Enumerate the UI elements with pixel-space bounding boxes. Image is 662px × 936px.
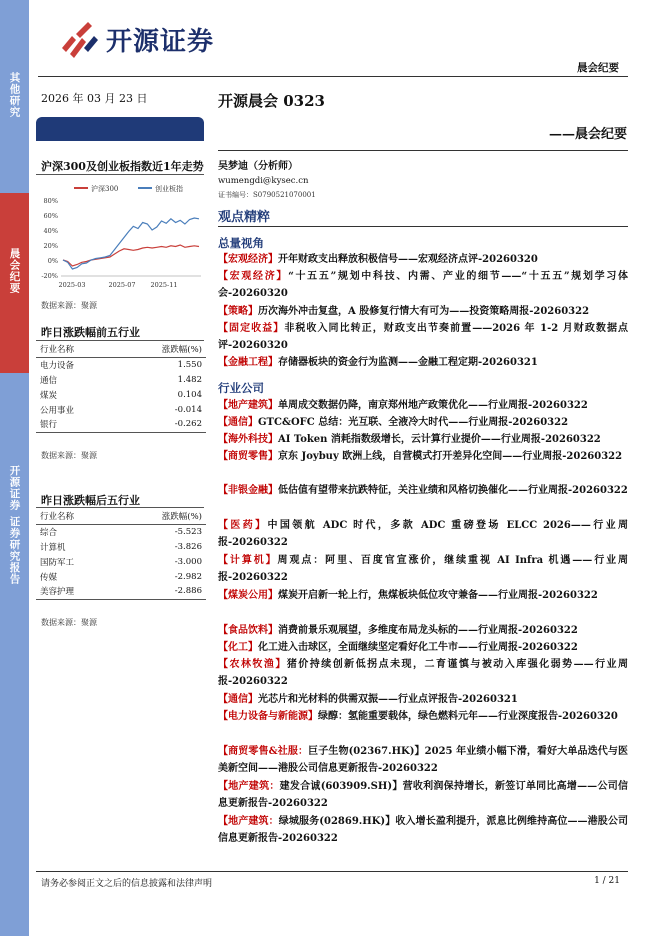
item-tag: 【地产建筑】	[218, 400, 278, 411]
bottom5-table	[36, 509, 206, 600]
item-text: 周观点：阿里、百度官宣涨价，继续重视 AI Infra 机遇——行业周报-20260322	[218, 555, 629, 583]
industry-name: 传媒	[40, 572, 58, 583]
item-tag: 【宏观经济】	[218, 271, 289, 282]
item-text: 中国领航 ADC 时代，多款 ADC 重磅登场 ELCC 2026——行业周报-20260322	[218, 520, 628, 548]
item-tag: 【地产建筑：	[218, 781, 280, 792]
sidebar-section-morning-meeting	[0, 193, 29, 373]
page-title: 开源晨会 0323	[218, 92, 325, 110]
analyst-cert: 证书编号：S0790521070001	[218, 191, 316, 199]
series-line-hs300	[63, 245, 199, 266]
logo-mark-icon	[58, 18, 102, 60]
list-item[interactable]	[218, 639, 628, 656]
table-header-cell: 行业名称	[36, 509, 115, 524]
table-header-row	[36, 342, 206, 357]
item-text: 光芯片和光材料的供需双振——行业点评报告-20260321	[258, 694, 518, 705]
list-item[interactable]	[218, 414, 628, 431]
list-item[interactable]	[218, 397, 628, 414]
company-logo	[58, 18, 214, 60]
list-item[interactable]	[218, 691, 628, 708]
change-value: 1.550	[177, 359, 202, 370]
list-item[interactable]	[218, 552, 628, 586]
analyst-email[interactable]: wumengdi@kysec.cn	[218, 176, 309, 186]
list-item[interactable]	[218, 448, 628, 465]
item-tag: 【宏观经济】	[218, 254, 278, 265]
table-row	[36, 357, 206, 372]
item-text: 绿城服务(02869.HK)】收入增长盈利提升，派息比例维持高位——港股公司信息更新报告-20260322	[218, 816, 628, 844]
table-row	[36, 539, 206, 554]
change-value: -5.523	[174, 526, 202, 537]
sidebar-label: 晨会纪要	[8, 248, 21, 294]
item-text: GTC&OFC 总结：光互联、全液冷大时代——行业周报-20260322	[258, 417, 569, 428]
y-tick-label: 80%	[43, 197, 58, 205]
item-text: 猪价持续创新低拐点未现，二育谨慎与被动入库强化弱势——行业周报-20260322	[218, 659, 629, 687]
viewpoint-title: 观点精粹	[218, 210, 271, 225]
bottom5-source: 数据来源：聚源	[41, 618, 97, 627]
report-date: 2026 年 03 月 23 日	[41, 92, 148, 105]
item-tag: 【食品饮料】	[218, 625, 278, 636]
item-tag: 【计算机】	[218, 555, 278, 566]
header-divider	[38, 76, 628, 77]
table-row	[36, 569, 206, 584]
table-header-row	[36, 509, 206, 524]
analyst-name: 吴梦迪（分析师）	[218, 161, 298, 172]
item-tag: 【化工】	[218, 642, 258, 653]
industry-name: 公用事业	[40, 405, 75, 416]
list-item[interactable]	[218, 656, 628, 690]
top5-divider	[36, 340, 204, 341]
item-text: 绿醇：氢能重要载体，绿色燃料元年——行业深度报告-20260320	[318, 711, 618, 722]
list-item[interactable]	[218, 587, 628, 604]
item-text: 历次海外冲击复盘，A 股修复行情大有可为——投资策略周报-20260322	[258, 306, 590, 317]
item-tag: 【通信】	[218, 417, 258, 428]
industry-name: 电力设备	[40, 360, 75, 371]
top5-table	[36, 342, 206, 433]
change-value: -3.000	[174, 556, 202, 567]
item-tag: 【策略】	[218, 306, 258, 317]
industry-name: 计算机	[40, 542, 66, 553]
x-tick-label: 2025-11	[150, 281, 178, 289]
legend-label-chinext: 创业板指	[155, 185, 183, 193]
item-tag: 【煤炭公用】	[218, 590, 278, 601]
page-subtitle: ——晨会纪要	[548, 127, 627, 142]
industry-name: 银行	[36, 417, 115, 432]
item-tag: 【金融工程】	[218, 357, 278, 368]
sidebar-section-research-report	[0, 373, 29, 936]
list-item[interactable]	[218, 251, 628, 268]
list-item[interactable]	[218, 778, 628, 812]
bottom5-divider	[36, 507, 204, 508]
bottom5-title: 昨日涨跌幅后五行业	[41, 494, 140, 507]
change-value: -0.014	[174, 404, 202, 415]
sidebar	[0, 0, 29, 936]
legend-label-hs300: 沪深300	[91, 185, 119, 193]
item-tag: 【农林牧渔】	[218, 659, 287, 670]
y-tick-label: 60%	[43, 212, 58, 220]
change-value: 0.104	[177, 389, 202, 400]
list-item[interactable]	[218, 303, 628, 320]
item-tag: 【医药】	[218, 520, 268, 531]
series-line-chinext	[63, 218, 199, 269]
item-text: 消费前景乐观展望，多维度布局龙头标的——行业周报-20260322	[278, 625, 578, 636]
list-item[interactable]	[218, 813, 628, 847]
item-tag: 【地产建筑：	[218, 816, 279, 827]
item-tag: 【海外科技】	[218, 434, 278, 445]
table-header-cell: 涨跌幅(%)	[115, 342, 206, 357]
item-tag: 【电力设备与新能源】	[218, 711, 318, 722]
table-row	[36, 417, 206, 432]
list-item[interactable]	[218, 320, 628, 354]
list-item[interactable]	[218, 622, 628, 639]
table-row	[36, 387, 206, 402]
footer-disclaimer: 请务必参阅正文之后的信息披露和法律声明	[41, 879, 213, 889]
change-value: 1.482	[177, 374, 202, 385]
item-text: 建发合诚(603909.SH)】营收利润保持增长，新签订单同比高增——公司信息更新报告-20260322	[218, 781, 628, 809]
x-tick-label: 2025-03	[58, 281, 86, 289]
industry-name: 国防军工	[40, 557, 75, 568]
list-item[interactable]	[218, 354, 628, 371]
change-value: -3.826	[174, 541, 202, 552]
list-item[interactable]	[218, 743, 628, 777]
item-text: 开年财政支出释放积极信号——宏观经济点评-20260320	[278, 254, 538, 265]
top5-title: 昨日涨跌幅前五行业	[41, 326, 140, 339]
table-row	[36, 524, 206, 539]
item-text: 单周成交数据仍降，南京郑州地产政策优化——行业周报-20260322	[278, 400, 588, 411]
footer-divider	[36, 871, 628, 872]
item-text: 低估值有望带来抗跌特征，关注业绩和风格切换催化——行业周报-20260322	[278, 485, 628, 496]
list-item[interactable]	[218, 517, 628, 551]
industry-name: 综合	[40, 527, 58, 538]
chart-title: 沪深300及创业板指数近1年走势	[41, 160, 204, 173]
change-value: -2.886	[115, 584, 206, 599]
item-text: 巨子生物(02367.HK)】2025 年业绩小幅下滑，看好大单品迭代与医美新空间——港股公司信息更新报告-20260322	[218, 746, 628, 774]
table-row	[36, 554, 206, 569]
item-text: 京东 Joybuy 欧洲上线，自营模式打开差异化空间——行业周报-20260322	[278, 451, 623, 462]
top5-source: 数据来源：聚源	[41, 451, 97, 460]
table-header-cell: 行业名称	[36, 342, 115, 357]
table-header-cell: 涨跌幅(%)	[115, 509, 206, 524]
header-tag: 晨会纪要	[577, 62, 619, 74]
y-tick-label: -20%	[41, 272, 58, 280]
chart-source: 数据来源：聚源	[41, 301, 97, 310]
title-divider	[218, 150, 628, 151]
table-row	[36, 372, 206, 387]
sidebar-label: 其他研究	[8, 72, 21, 118]
chart-divider	[36, 174, 204, 175]
item-tag: 【通信】	[218, 694, 258, 705]
list-item[interactable]	[218, 708, 628, 725]
x-tick-label: 2025-07	[108, 281, 136, 289]
company-name: 开源证券	[106, 26, 215, 57]
item-text: 非税收入同比转正，财政支出节奏前置——2026 年 1-2 月财政数据点评-20260320	[218, 323, 629, 351]
list-item[interactable]	[218, 268, 628, 302]
change-value: -2.982	[174, 571, 202, 582]
page-number: 1 / 21	[594, 876, 620, 886]
y-tick-label: 20%	[43, 242, 58, 250]
table-row	[36, 584, 206, 599]
item-text: “十五五”规划中科技、内需、产业的细节——“十五五”规划学习体会-20260320	[218, 271, 628, 299]
sidebar-label: 开源证券 证券研究报告	[8, 465, 21, 585]
item-tag: 【非银金融】	[218, 485, 278, 496]
sidebar-section-other-research	[0, 0, 29, 193]
item-text: 化工进入击球区，全面继续坚定看好化工牛市——行业周报-20260322	[258, 642, 578, 653]
viewpoint-divider	[218, 226, 628, 227]
industry-name: 通信	[40, 375, 58, 386]
item-tag: 【固定收益】	[218, 323, 285, 334]
y-tick-label: 0%	[47, 257, 58, 265]
section-heading-macro: 总量视角	[218, 236, 264, 250]
table-row	[36, 402, 206, 417]
item-text: 存储器板块的资金行为监测——金融工程定期-20260321	[278, 357, 538, 368]
decorative-bar	[36, 117, 204, 141]
section-heading-industry: 行业公司	[218, 381, 264, 395]
industry-name: 煤炭	[40, 390, 58, 401]
item-text: AI Token 消耗指数级增长，云计算行业提价——行业周报-20260322	[278, 434, 601, 445]
change-value: -0.262	[115, 417, 206, 432]
index-trend-chart	[36, 180, 206, 295]
item-tag: 【商贸零售】	[218, 451, 278, 462]
list-item[interactable]	[218, 431, 628, 448]
list-item[interactable]	[218, 482, 628, 499]
industry-name: 美容护理	[36, 584, 115, 599]
item-text: 煤炭开启新一轮上行，焦煤板块低位攻守兼备——行业周报-20260322	[278, 590, 598, 601]
y-tick-label: 40%	[43, 227, 58, 235]
item-tag: 【商贸零售&社服：	[218, 746, 309, 757]
